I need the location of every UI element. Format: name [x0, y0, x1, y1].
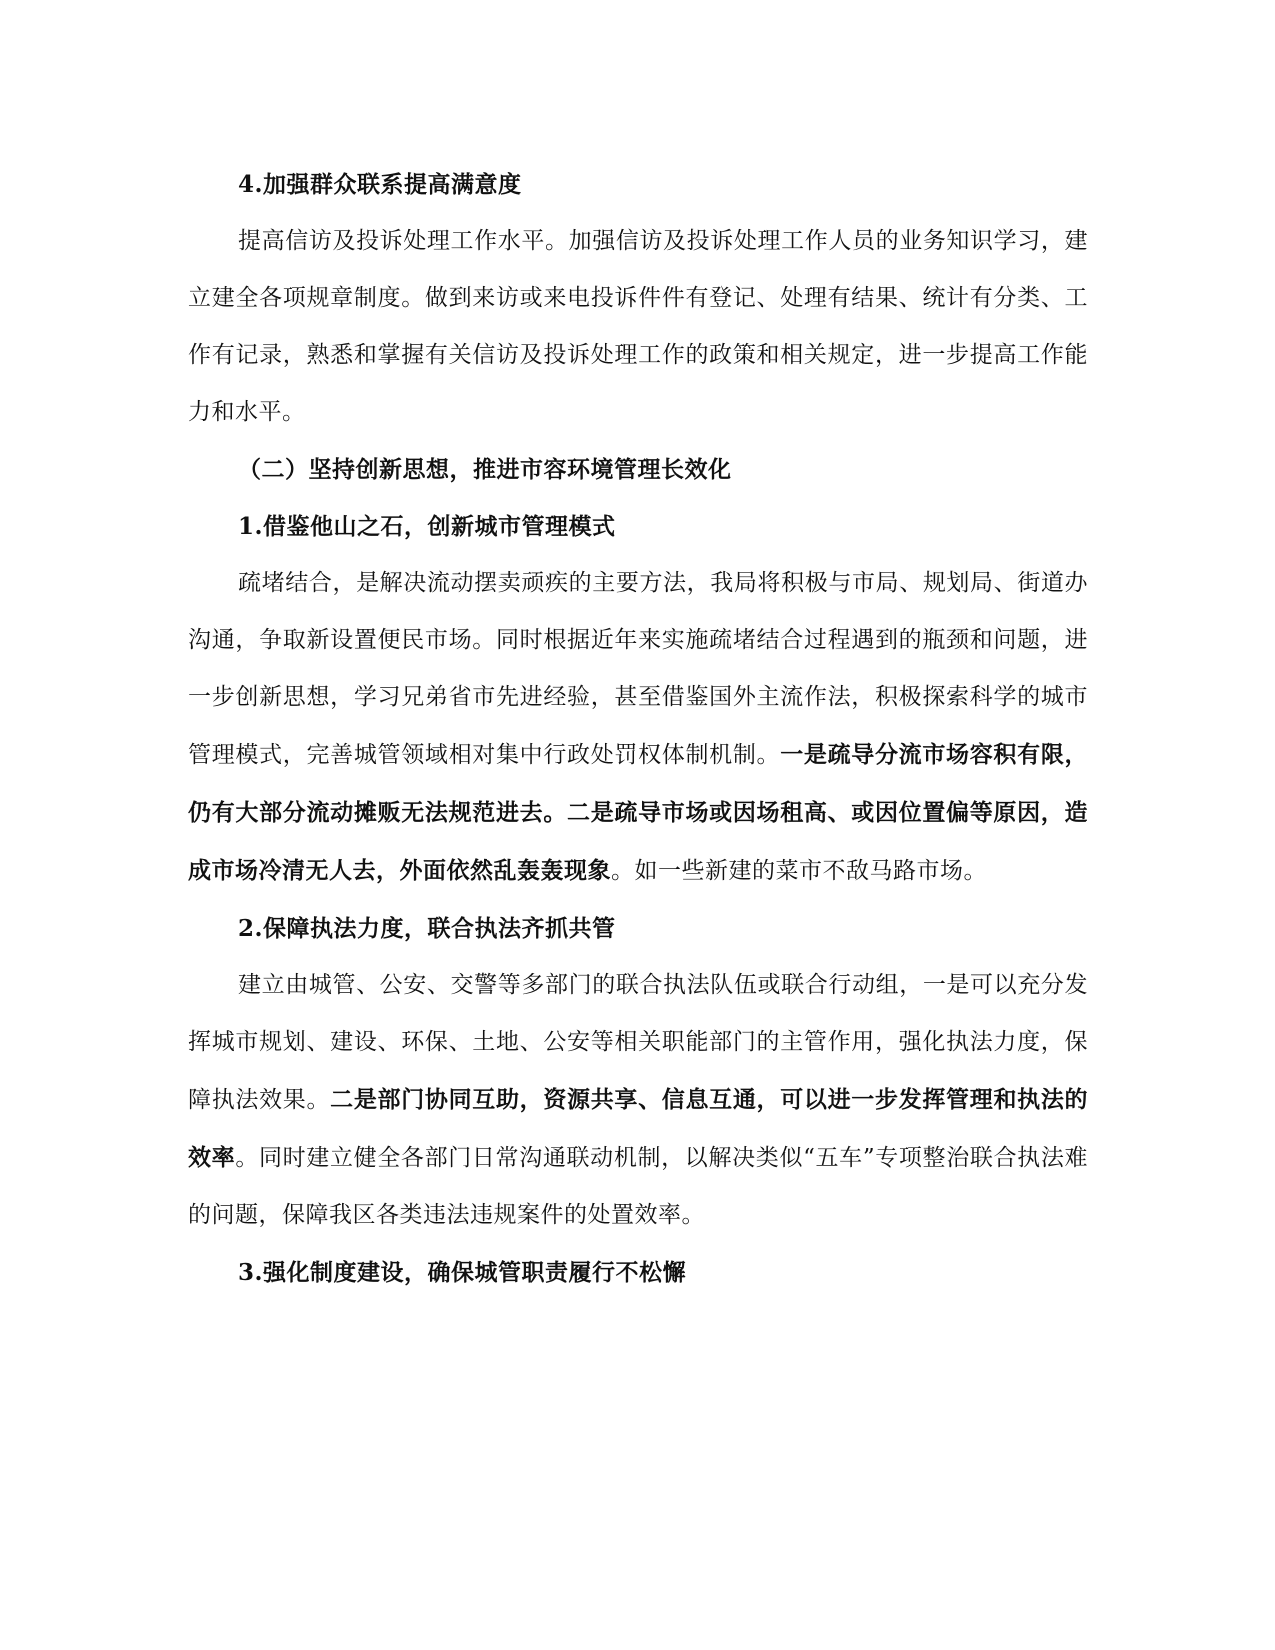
paragraph-city-management [188, 555, 1088, 900]
paragraph-text: 。如一些新建的菜市不敌马路市场。 [611, 858, 987, 884]
bold-emphasis: 一是疏导分流市场容积有限，仍有大部分流动摊贩无法规范进去。二是疏导市场或因场租高、或因位置偏等原因，造成市场冷清无人去，外面依然乱轰轰现象 [188, 741, 1089, 884]
subheading-2: 2.保障执法力度，联合执法齐抓共管 [238, 915, 616, 942]
subheading-1: 1.借鉴他山之石，创新城市管理模式 [238, 513, 616, 540]
document-body [188, 156, 1088, 1301]
section-heading-2: （二）坚持创新思想，推进市容环境管理长效化 [238, 456, 732, 483]
bold-emphasis: 二是部门协同互助，资源共享、信息互通，可以进一步发挥管理和执法的效率 [188, 1086, 1089, 1171]
paragraph-joint-enforcement [188, 957, 1088, 1244]
paragraph-petition-handling: 提高信访及投诉处理工作水平。加强信访及投诉处理工作人员的业务知识学习，建立建全各项规章制度。做到来访或来电投诉件件有登记、处理有结果、统计有分类、工作有记录，熟悉和掌握有关信访及投诉处理工作的政策和相关规定，进一步提高工作能力和水平。 [188, 228, 1088, 425]
subheading-4: 4.加强群众联系提高满意度 [238, 171, 522, 198]
paragraph-text: 疏堵结合，是解决流动摆卖顽疾的主要方法，我局将积极与市局、规划局、街道办沟通，争取新设置便民市场。同时根据近年来实施疏堵结合过程遇到的瓶颈和问题，进一步创新思想，学习兄弟省市先进经验，甚至借鉴国外主流作法，积极探索科学的城市管理模式，完善城管领域相对集中行政处罚权体制机制。 [188, 570, 1088, 768]
subheading-3: 3.强化制度建设，确保城管职责履行不松懈 [238, 1259, 687, 1286]
paragraph-text: 建立由城管、公安、交警等多部门的联合执法队伍或联合行动组，一是可以充分发挥城市规划、建设、环保、土地、公安等相关职能部门的主管作用，强化执法力度，保障执法效果。 [188, 972, 1088, 1113]
paragraph-text: 。同时建立健全各部门日常沟通联动机制，以解决类似“五车”专项整治联合执法难的问题，保障我区各类违法违规案件的处置效率。 [188, 1145, 1088, 1228]
